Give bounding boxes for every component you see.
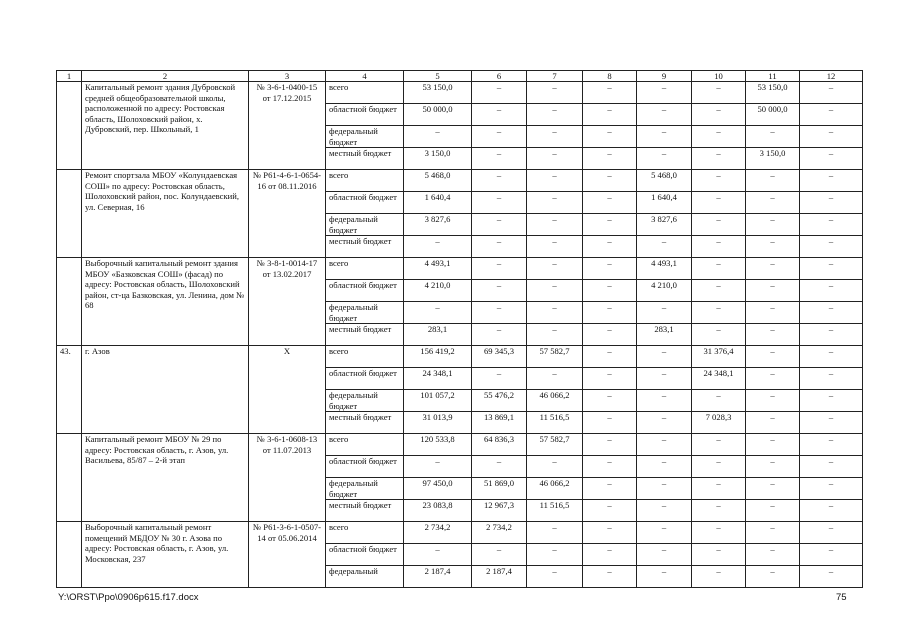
amount-cell: 4 210,0 [404,280,472,302]
amount-cell: 69 345,3 [472,346,527,368]
table-row [57,82,863,104]
amount-cell: – [472,544,527,566]
funding-source: всего [326,258,404,280]
amount-cell: 3 827,6 [637,214,692,236]
amount-cell: – [800,126,863,148]
amount-cell: – [800,280,863,302]
amount-cell: – [800,192,863,214]
amount-cell: – [692,104,746,126]
column-header-1: 1 [57,71,82,82]
amount-cell: – [800,324,863,346]
amount-cell: – [692,258,746,280]
amount-cell: – [746,456,800,478]
amount-cell: – [472,170,527,192]
amount-cell: 11 516,5 [527,500,583,522]
amount-cell: – [527,368,583,390]
amount-cell: – [527,324,583,346]
amount-cell: 1 640,4 [404,192,472,214]
amount-cell: – [527,258,583,280]
column-header-2: 2 [82,71,249,82]
amount-cell: 51 869,0 [472,478,527,500]
funding-source: местный бюджет [326,236,404,258]
amount-cell: 120 533,8 [404,434,472,456]
column-header-12: 12 [800,71,863,82]
amount-cell: – [472,192,527,214]
amount-cell: – [583,170,637,192]
amount-cell: – [800,434,863,456]
object-description: Ремонт спортзала МБОУ «Колундаевская СОШ» по адресу: Ростовская область, Шолоховский район, пос. Колундаевский, ул. Северная, 16 [82,170,249,258]
amount-cell: 1 640,4 [637,192,692,214]
amount-cell: – [527,104,583,126]
amount-cell: – [800,258,863,280]
amount-cell: – [583,412,637,434]
amount-cell: – [800,368,863,390]
funding-source: областной бюджет [326,544,404,566]
amount-cell: – [800,82,863,104]
amount-cell: 4 493,1 [637,258,692,280]
document-reference: Х [249,346,326,434]
table-row [57,346,863,368]
amount-cell: – [583,302,637,324]
amount-cell: 13 869,1 [472,412,527,434]
amount-cell: – [746,170,800,192]
amount-cell: – [637,368,692,390]
amount-cell: 64 836,3 [472,434,527,456]
document-reference: № 3-6-1-0400-15 от 17.12.2015 [249,82,326,170]
amount-cell: – [746,236,800,258]
item-number [57,522,82,588]
amount-cell: – [746,214,800,236]
amount-cell: – [746,390,800,412]
amount-cell: 7 028,3 [692,412,746,434]
amount-cell: 57 582,7 [527,434,583,456]
amount-cell: – [692,214,746,236]
amount-cell: – [800,302,863,324]
amount-cell: – [527,456,583,478]
amount-cell: 3 150,0 [404,148,472,170]
amount-cell: – [637,390,692,412]
item-number [57,434,82,522]
amount-cell: – [800,148,863,170]
amount-cell: – [583,522,637,544]
amount-cell: – [637,236,692,258]
amount-cell: – [583,126,637,148]
amount-cell: 2 734,2 [404,522,472,544]
amount-cell: – [800,390,863,412]
amount-cell: 5 468,0 [637,170,692,192]
funding-source: федеральный бюджет [326,126,404,148]
amount-cell: – [404,236,472,258]
amount-cell: – [472,104,527,126]
column-header-10: 10 [692,71,746,82]
document-reference: № 3-6-1-0608-13 от 11.07.2013 [249,434,326,522]
amount-cell: – [637,126,692,148]
amount-cell: – [692,82,746,104]
amount-cell: – [637,566,692,588]
amount-cell: – [800,500,863,522]
funding-source: всего [326,346,404,368]
amount-cell: – [692,170,746,192]
amount-cell: 3 150,0 [746,148,800,170]
amount-cell: 12 967,3 [472,500,527,522]
amount-cell: – [692,478,746,500]
amount-cell: – [404,126,472,148]
funding-source: областной бюджет [326,104,404,126]
amount-cell: – [583,456,637,478]
amount-cell: – [527,214,583,236]
amount-cell: 31 376,4 [692,346,746,368]
amount-cell: – [692,236,746,258]
amount-cell: – [583,258,637,280]
funding-source: всего [326,170,404,192]
funding-source: местный бюджет [326,148,404,170]
amount-cell: – [800,456,863,478]
funding-source: областной бюджет [326,456,404,478]
amount-cell: – [746,346,800,368]
amount-cell: 53 150,0 [404,82,472,104]
amount-cell: – [692,390,746,412]
amount-cell: – [692,280,746,302]
amount-cell: – [692,544,746,566]
amount-cell: – [692,522,746,544]
amount-cell: – [583,214,637,236]
page-number: 75 [836,592,847,603]
amount-cell: – [583,280,637,302]
object-description: Капитальный ремонт МБОУ № 29 по адресу: Ростовская область, г. Азов, ул. Васильева, 85/87 – 2-й этап [82,434,249,522]
amount-cell: 46 066,2 [527,478,583,500]
footer-file-path: Y:\ORST\Ppo\0906p615.f17.docx [58,592,199,603]
amount-cell: – [472,368,527,390]
amount-cell: 3 827,6 [404,214,472,236]
amount-cell: – [527,280,583,302]
amount-cell: – [527,302,583,324]
funding-source: областной бюджет [326,280,404,302]
funding-source: местный бюджет [326,324,404,346]
amount-cell: – [800,566,863,588]
amount-cell: 283,1 [404,324,472,346]
document-reference: № 3-8-1-0014-17 от 13.02.2017 [249,258,326,346]
funding-source: всего [326,82,404,104]
amount-cell: – [746,324,800,346]
amount-cell: – [692,148,746,170]
amount-cell: – [800,236,863,258]
funding-source: федеральный бюджет [326,390,404,412]
amount-cell: – [527,522,583,544]
amount-cell: – [583,368,637,390]
amount-cell: – [692,192,746,214]
amount-cell: – [637,434,692,456]
amount-cell: – [746,478,800,500]
amount-cell: – [637,522,692,544]
amount-cell: – [692,324,746,346]
amount-cell: – [583,478,637,500]
amount-cell: – [583,346,637,368]
amount-cell: – [472,324,527,346]
item-number [57,170,82,258]
column-header-9: 9 [637,71,692,82]
column-header-4: 4 [326,71,404,82]
amount-cell: – [800,214,863,236]
amount-cell: – [800,412,863,434]
amount-cell: – [527,236,583,258]
amount-cell: 46 066,2 [527,390,583,412]
amount-cell: – [746,368,800,390]
amount-cell: – [583,324,637,346]
amount-cell: – [527,566,583,588]
amount-cell: – [472,126,527,148]
amount-cell: – [404,544,472,566]
amount-cell: – [637,346,692,368]
amount-cell: – [527,82,583,104]
column-header-5: 5 [404,71,472,82]
amount-cell: – [746,500,800,522]
funding-source: федеральный бюджет [326,214,404,236]
table-row [57,434,863,456]
funding-source: федеральный [326,566,404,588]
amount-cell: 5 468,0 [404,170,472,192]
amount-cell: – [692,566,746,588]
amount-cell: – [472,302,527,324]
object-description: г. Азов [82,346,249,434]
amount-cell: – [527,170,583,192]
funding-source: федеральный бюджет [326,302,404,324]
amount-cell: – [746,302,800,324]
amount-cell: – [404,302,472,324]
amount-cell: – [637,148,692,170]
amount-cell: – [800,170,863,192]
amount-cell: – [472,82,527,104]
amount-cell: – [583,500,637,522]
amount-cell: – [527,544,583,566]
amount-cell: – [746,544,800,566]
object-description: Капитальный ремонт здания Дубровской средней общеобразовательной школы, расположенной по адресу: Ростовская область, Шолоховский район, х. Дубровский, пер. Школьный, 1 [82,82,249,170]
amount-cell: – [746,126,800,148]
table-row [57,258,863,280]
column-header-6: 6 [472,71,527,82]
item-number: 43. [57,346,82,434]
amount-cell: – [583,192,637,214]
object-description: Выборочный капитальный ремонт помещений МБДОУ № 30 г. Азова по адресу: Ростовская область, г. Азов, ул. Московская, 237 [82,522,249,588]
amount-cell: – [404,456,472,478]
amount-cell: – [800,544,863,566]
amount-cell: – [472,148,527,170]
amount-cell: 24 348,1 [692,368,746,390]
amount-cell: – [527,126,583,148]
amount-cell: 11 516,5 [527,412,583,434]
amount-cell: 53 150,0 [746,82,800,104]
amount-cell: – [692,302,746,324]
amount-cell: 31 013,9 [404,412,472,434]
amount-cell: – [800,478,863,500]
budget-table [56,70,863,588]
amount-cell: – [583,390,637,412]
amount-cell: – [637,412,692,434]
column-header-8: 8 [583,71,637,82]
amount-cell: – [583,544,637,566]
table-row [57,522,863,544]
funding-source: федеральный бюджет [326,478,404,500]
amount-cell: 50 000,0 [404,104,472,126]
amount-cell: – [692,456,746,478]
amount-cell: 156 419,2 [404,346,472,368]
amount-cell: – [637,104,692,126]
table-row [57,170,863,192]
document-reference: № Р61-3-6-1-0507-14 от 05.06.2014 [249,522,326,588]
amount-cell: – [583,82,637,104]
amount-cell: – [746,192,800,214]
amount-cell: – [746,280,800,302]
amount-cell: 97 450,0 [404,478,472,500]
amount-cell: 57 582,7 [527,346,583,368]
funding-source: всего [326,434,404,456]
column-header-11: 11 [746,71,800,82]
amount-cell: 101 057,2 [404,390,472,412]
amount-cell: 283,1 [637,324,692,346]
amount-cell: – [692,126,746,148]
amount-cell: – [692,500,746,522]
funding-source: местный бюджет [326,500,404,522]
amount-cell: – [692,434,746,456]
amount-cell: – [472,214,527,236]
column-header-7: 7 [527,71,583,82]
amount-cell: – [583,104,637,126]
amount-cell: – [637,302,692,324]
amount-cell: 4 493,1 [404,258,472,280]
amount-cell: – [583,148,637,170]
amount-cell: – [637,478,692,500]
amount-cell: 2 187,4 [472,566,527,588]
amount-cell: 24 348,1 [404,368,472,390]
amount-cell: – [800,104,863,126]
amount-cell: – [583,236,637,258]
amount-cell: – [746,258,800,280]
item-number [57,82,82,170]
funding-source: областной бюджет [326,368,404,390]
amount-cell: – [472,456,527,478]
item-number [57,258,82,346]
header-row [57,71,863,82]
amount-cell: 50 000,0 [746,104,800,126]
amount-cell: 2 187,4 [404,566,472,588]
object-description: Выборочный капитальный ремонт здания МБОУ «Базковская СОШ» (фасад) по адресу: Ростовская область, Шолоховский район, ст-ца Базковская, ул. Ленина, дом № 68 [82,258,249,346]
amount-cell: – [800,346,863,368]
amount-cell: 23 083,8 [404,500,472,522]
amount-cell: – [472,280,527,302]
amount-cell: – [637,456,692,478]
amount-cell: – [746,412,800,434]
funding-source: областной бюджет [326,192,404,214]
amount-cell: – [746,434,800,456]
document-reference: № Р61-4-6-1-0654-16 от 08.11.2016 [249,170,326,258]
amount-cell: – [637,82,692,104]
amount-cell: – [583,434,637,456]
amount-cell: – [472,258,527,280]
amount-cell: – [800,522,863,544]
amount-cell: – [527,192,583,214]
amount-cell: – [746,566,800,588]
amount-cell: – [527,148,583,170]
amount-cell: 55 476,2 [472,390,527,412]
amount-cell: 2 734,2 [472,522,527,544]
funding-source: местный бюджет [326,412,404,434]
funding-source: всего [326,522,404,544]
amount-cell: – [637,544,692,566]
amount-cell: 4 210,0 [637,280,692,302]
amount-cell: – [637,500,692,522]
amount-cell: – [583,566,637,588]
amount-cell: – [746,522,800,544]
column-header-3: 3 [249,71,326,82]
amount-cell: – [472,236,527,258]
